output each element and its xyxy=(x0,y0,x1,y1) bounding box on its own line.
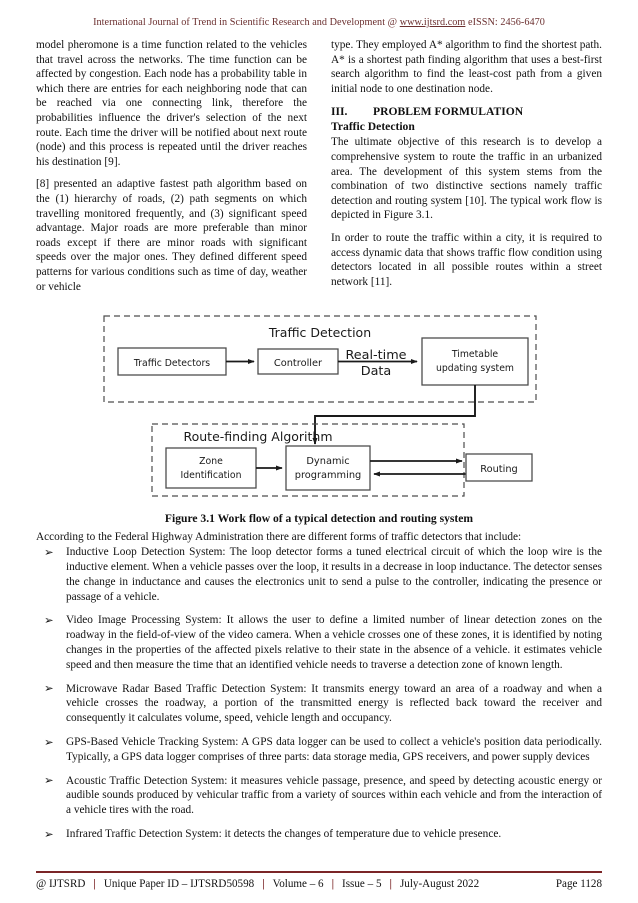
edge-timetable-to-dynamic-programming xyxy=(315,385,475,444)
journal-url-link[interactable]: www.ijtsrd.com xyxy=(399,17,466,28)
list-item xyxy=(36,735,602,765)
list-item xyxy=(36,774,602,818)
running-header-text-after: eISSN: 2456-6470 xyxy=(465,17,545,28)
running-header-text-before: International Journal of Trend in Scientific Research and Development @ xyxy=(93,17,400,28)
list-item-text: Acoustic Traffic Detection System: it measures vehicle passage, presence, and speed by detecting acoustic energy or audible sounds produced by vehicular traffic from a variety of sources within each vehicle and from the interaction of a vehicle tires with the road. xyxy=(66,774,602,817)
footer-journal: @ IJTSRD xyxy=(36,878,86,890)
footer-separator: | xyxy=(93,878,96,890)
right-paragraph-3: In order to route the traffic within a city, it is required to access dynamic data that shows traffic flow condition using detectors located in all possible routes within a street network [11]. xyxy=(331,231,602,288)
group-label-route-finding-algorithm: Route-finding Algorithm xyxy=(183,429,333,444)
list-item-text: Microwave Radar Based Traffic Detection System: It transmits energy toward an area of a roadway and when a vehicle crosses the roadway, a portion of the transmitted energy is reflected back toward the receiver and consequently it calculates volume, speed, vehicle length and occupancy. xyxy=(66,682,602,725)
list-item-text: Video Image Processing System: It allows the user to define a limited number of linear detection zones on the roadway in the field-of-view of the video camera. When a vehicle crosses one of these zones, it is identified by noting changes in the properties of the affected pixels relative to their state in the absence of a vehicle. it estimates vehicle speed and then measure the time that an identified vehicle needs to traverse a detection zone of known length. xyxy=(66,614,602,671)
right-column xyxy=(331,38,602,294)
two-column-body xyxy=(36,38,602,294)
section-heading xyxy=(331,104,602,119)
list-item-text: GPS-Based Vehicle Tracking System: A GPS data logger can be used to collect a vehicle's position data periodically. Typically, a GPS data logger comprises of three parts: data storage media, GPS receivers, and power supply devices xyxy=(66,736,602,763)
footer-separator: | xyxy=(331,878,335,890)
bullet-arrow-icon: ➢ xyxy=(44,773,54,788)
node-zone-identification xyxy=(166,448,256,488)
bullet-arrow-icon: ➢ xyxy=(44,826,54,841)
footer-rule xyxy=(36,871,602,873)
bullet-arrow-icon: ➢ xyxy=(44,681,54,696)
list-item xyxy=(36,827,602,842)
node-label-controller: Controller xyxy=(273,358,323,369)
section-title: PROBLEM FORMULATION xyxy=(373,105,524,119)
list-item xyxy=(36,682,602,726)
page-footer xyxy=(36,878,602,890)
list-item xyxy=(36,613,602,672)
list-item-text: Inductive Loop Detection System: The loop detector forms a tuned electrical circuit of which the loop wire is the inductive element. When a vehicle passes over the loop, it results in a decrease in loop inductance. The detector senses the change in inductance and causes the electronics unit to send a pulse to the controller, indicating the presence or passage of a vehicle. xyxy=(66,546,603,603)
node-label-routing: Routing xyxy=(480,464,518,475)
node-label-zone-line2: Identification xyxy=(180,470,242,481)
detector-types-section xyxy=(36,530,602,842)
right-paragraph-1: type. They employed A* algorithm to find the shortest path. A* is a shortest path finding algorithm that uses a best-first search algorithm to find the least-cost path from a given initial node to one destination node. xyxy=(331,39,602,95)
node-timetable-updating-system xyxy=(422,338,528,385)
node-label-timetable-line2: updating system xyxy=(436,363,514,374)
subsection-heading: Traffic Detection xyxy=(331,120,415,134)
footer-volume: Volume – 6 xyxy=(272,878,324,890)
edge-label-real-time: Real-time xyxy=(345,348,407,363)
footer-date: July-August 2022 xyxy=(399,878,480,890)
figure-diagram-svg xyxy=(36,312,602,508)
section-number: III. xyxy=(331,105,348,119)
footer-paper-id: Unique Paper ID – IJTSRD50598 xyxy=(103,878,255,890)
running-header xyxy=(0,17,638,28)
list-item-text: Infrared Traffic Detection System: it detects the changes of temperature due to vehicle presence. xyxy=(66,828,502,841)
node-dynamic-programming xyxy=(286,446,370,490)
bullet-arrow-icon: ➢ xyxy=(44,544,54,559)
left-paragraph-1: model pheromone is a time function related to the vehicles that travel across the networks. The time function can be affected by congestion. Each node has a probability table in which there are entries for each neighboring node that can be reached via one connecting link, therefore the probabilities influence the driver's selection of the next route. Each time the driver will be notified about next route (node) and this process is repeated until the driver reaches his destination [9]. xyxy=(36,39,307,168)
node-label-dynamic-line2: programming xyxy=(294,470,362,481)
figure-caption: Figure 3.1 Work flow of a typical detection and routing system xyxy=(164,512,474,525)
node-label-zone-line1: Zone xyxy=(199,456,223,467)
footer-separator: | xyxy=(262,878,265,890)
footer-page-number: Page 1128 xyxy=(555,878,602,890)
left-column xyxy=(36,38,307,294)
node-label-dynamic-line1: Dynamic xyxy=(306,456,350,467)
bullet-arrow-icon: ➢ xyxy=(44,734,54,749)
group-label-traffic-detection: Traffic Detection xyxy=(268,325,372,340)
bullet-arrow-icon: ➢ xyxy=(44,612,54,627)
node-label-traffic-detectors: Traffic Detectors xyxy=(133,358,211,369)
list-item xyxy=(36,545,602,604)
figure-3-1 xyxy=(36,312,602,508)
edge-label-data: Data xyxy=(360,364,392,379)
node-label-timetable-line1: Timetable xyxy=(451,349,499,360)
left-paragraph-2: [8] presented an adaptive fastest path algorithm based on the (1) hierarchy of roads, (2) path segments on which travelling monitored frequently, and (3) significant speed advantage. Major roads are more preferable than minor roads except if there are minor roads with significant speeds over the major ones. They defined different speed patterns for various conditions such as time of day, weather or vehicle xyxy=(36,178,307,293)
right-paragraph-2: The ultimate objective of this research is to develop a comprehensive system to route the traffic in an urbanized area. The development of this system stems from the combination of two distinctive sections namely traffic detection and routing system [10]. The typical work flow is depicted in Figure 3.1. xyxy=(331,136,602,222)
detector-types-lead: According to the Federal Highway Administration there are different forms of traffic detectors that include: xyxy=(36,531,522,543)
footer-issue: Issue – 5 xyxy=(342,878,382,890)
detector-types-list xyxy=(36,545,602,842)
footer-separator: | xyxy=(389,878,392,890)
